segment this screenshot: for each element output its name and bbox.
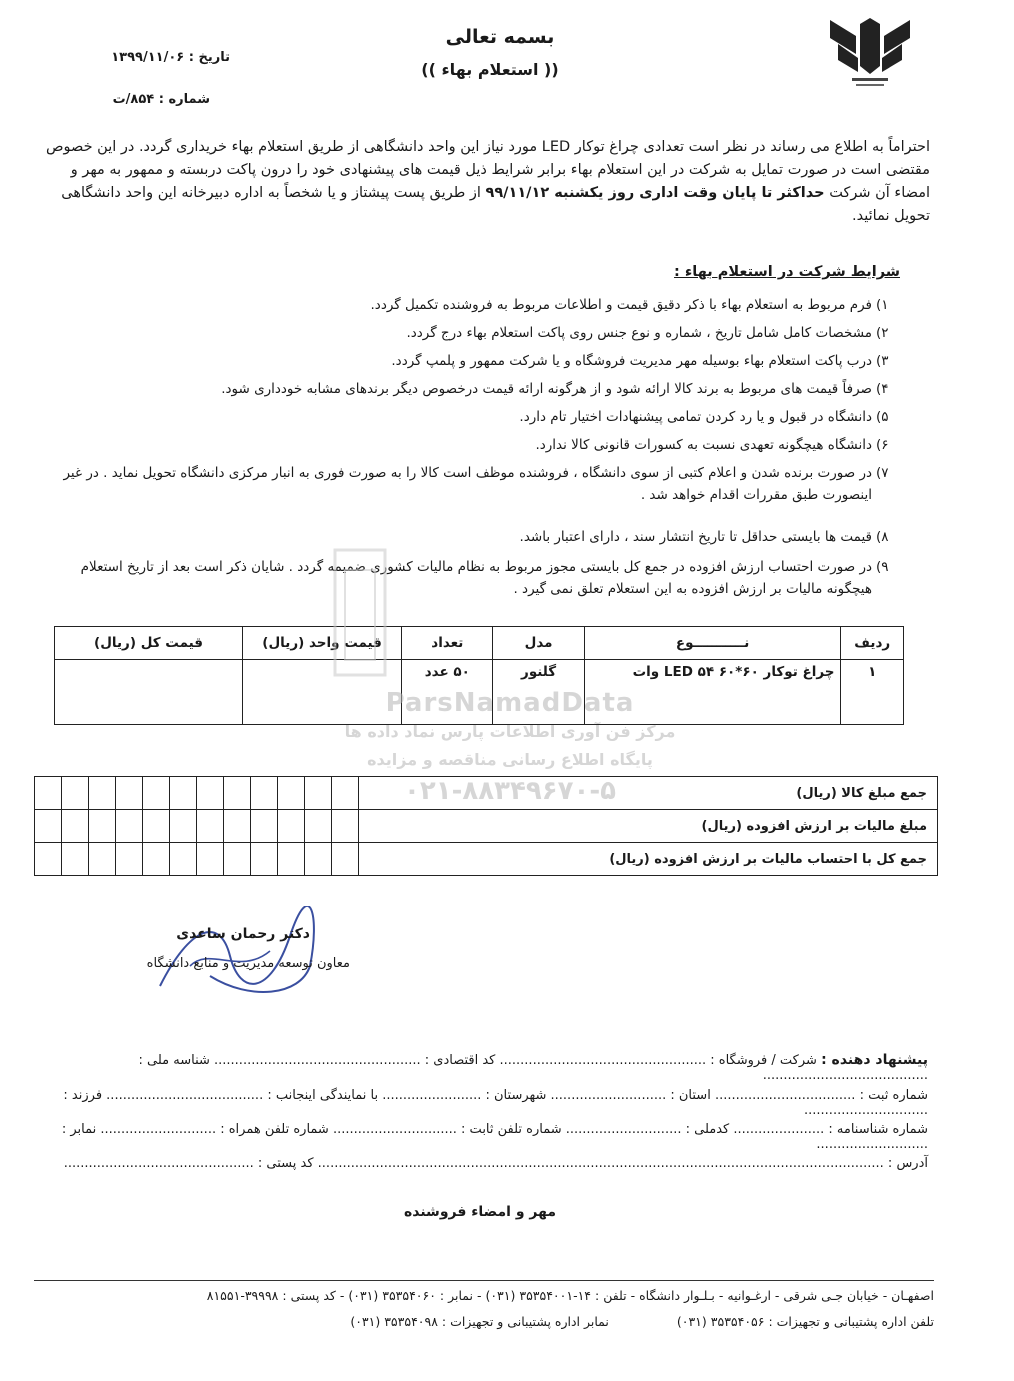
condition-number: ۴) <box>876 381 889 397</box>
condition-text: صرفاً قیمت های مربوط به برند کالا ارائه شود و از هرگونه ارائه قیمت درخصوص دیگر برندهای مشابه خودداری شود. <box>221 381 872 397</box>
conditions-title: شرایط شرکت در استعلام بهاء : <box>674 264 900 280</box>
intro-text-b: از طریق پست پیشتاز و یا شخصاً به اداره دبیرخانه این واحد دانشگاهی تحویل نمائید. <box>61 185 930 224</box>
date-label: تاریخ : <box>188 50 230 65</box>
amount-digit-cell <box>278 777 305 810</box>
condition-item <box>40 378 902 400</box>
amount-digit-cell <box>251 777 278 810</box>
footer-support-fax: نمابر اداره پشتیبانی و تجهیزات : ۳۵۳۵۴۰۹۸ (۰۳۱) <box>350 1314 609 1329</box>
cell-row: ۱ <box>841 660 904 725</box>
amount-digit-cell <box>251 843 278 876</box>
intro-paragraph <box>40 136 930 228</box>
watermark-phone: ۰۲۱-۸۸۳۴۹۶۷۰-۵ <box>403 776 616 806</box>
header-quantity: تعداد <box>402 627 493 660</box>
condition-number: ۵) <box>876 409 889 425</box>
watermark-building-icon <box>330 530 390 680</box>
condition-number: ۱) <box>876 297 889 313</box>
condition-item <box>40 322 902 344</box>
cell-model: گلنور <box>493 660 584 725</box>
amount-digit-cell <box>224 777 251 810</box>
date-line <box>50 50 230 65</box>
condition-item <box>40 350 902 372</box>
amount-digit-cell <box>197 843 224 876</box>
signatory-name: دکتر رحمان ساعدی <box>176 926 310 942</box>
seller-row-4: آدرس : ......................................................................................................................................... کد پستی : .............................................. <box>63 1156 928 1171</box>
cell-type: چراغ توکار ۶۰*۶۰ LED ۵۴ وات <box>584 660 841 725</box>
amount-digit-cell <box>62 843 89 876</box>
number-value: ۸۵۴/ت <box>112 92 155 107</box>
totals-label: جمع مبلغ کالا (ریال) <box>359 777 938 810</box>
amount-digit-cell <box>35 843 62 876</box>
amount-digit-cell <box>278 810 305 843</box>
condition-item <box>40 406 902 428</box>
header-model: مدل <box>493 627 584 660</box>
totals-label: جمع کل با احتساب مالیات بر ارزش افزوده (ریال) <box>359 843 938 876</box>
cell-quantity: ۵۰ عدد <box>402 660 493 725</box>
condition-text: مشخصات کامل شامل تاریخ ، شماره و نوع جنس روی پاکت استعلام بهاء درج گردد. <box>406 325 872 341</box>
amount-digit-cell <box>251 810 278 843</box>
amount-digit-cell <box>170 843 197 876</box>
condition-item <box>40 556 902 600</box>
condition-text: در صورت احتساب ارزش افزوده در جمع کل بایستی مجوز مربوط به نظام مالیات کشوری ضمیمه گردد . شایان ذکر است بعد از تاریخ استعلام هیچگونه مالیات بر ارزش افزوده به این استعلام تعلق نمی گیرد . <box>80 559 872 597</box>
amount-digit-cell <box>116 843 143 876</box>
amount-digit-cell <box>62 777 89 810</box>
amount-digit-cell <box>116 810 143 843</box>
date-value: ۱۳۹۹/۱۱/۰۶ <box>111 50 185 65</box>
amount-digit-cell <box>305 777 332 810</box>
header-type: نـــــــــــوع <box>584 627 841 660</box>
amount-digit-cell <box>89 777 116 810</box>
signatory-role: معاون توسعه مدیریت و منابع دانشگاه <box>146 956 350 971</box>
intro-deadline: حداکثر تا پایان وقت اداری روز یکشنبه ۹۹/۱۱/۱۲ <box>485 185 825 201</box>
header-total-price: قیمت کل (ریال) <box>55 627 243 660</box>
amount-digit-cell <box>224 843 251 876</box>
amount-digit-cell <box>305 810 332 843</box>
cell-total-price <box>55 660 243 725</box>
condition-item <box>40 294 902 316</box>
header-unit-price: قیمت واحد (ریال) <box>243 627 402 660</box>
document-subtitle: (( استعلام بهاء )) <box>421 60 559 79</box>
header-row: ردیف <box>841 627 904 660</box>
amount-digit-cell <box>278 843 305 876</box>
condition-text: در صورت برنده شدن و اعلام کتبی از سوی دانشگاه ، فروشنده موظف است کالا را به صورت فوری به انبار مرکزی دانشگاه تحویل نماید . در غیر اینصورت طبق مقررات اقدام خواهد شد . <box>63 465 872 503</box>
items-header-row <box>55 627 904 660</box>
condition-number: ۸) <box>876 529 889 545</box>
watermark-line1: مرکز فن آوری اطلاعات پارس نماد داده ها <box>344 722 676 741</box>
amount-digit-cell <box>143 810 170 843</box>
amount-digit-cell <box>224 810 251 843</box>
seller-heading: پیشنهاد دهنده : <box>821 1052 928 1068</box>
condition-number: ۳) <box>876 353 889 369</box>
amount-digit-cell <box>143 777 170 810</box>
amount-digit-cell <box>143 843 170 876</box>
footer-contacts <box>34 1314 934 1329</box>
footer-support-phone: تلفن اداره پشتیبانی و تجهیزات : ۳۵۳۵۴۰۵۶ (۰۳۱) <box>676 1314 934 1329</box>
condition-text: قیمت ها بایستی حداقل تا تاریخ انتشار سند ، دارای اعتبار باشد. <box>519 529 872 545</box>
seller-row-1 <box>40 1052 928 1083</box>
condition-number: ۶) <box>876 437 889 453</box>
condition-text: دانشگاه هیچگونه تعهدی نسبت به کسورات قانونی کالا ندارد. <box>535 437 872 453</box>
number-line <box>50 92 210 107</box>
intro-text-a: احتراماً به اطلاع می رساند در نظر است تعدادی چراغ توکار LED مورد نیاز این واحد دانشگاهی از طریق استعلام بهاء خریداری گردد. در این خصوص مقتضی است در صورت تمایل به شرکت در این استعلام بهاء برابر شرایط ذیل قیمت های پیشنهادی خود را درون پاکت دربسته و ممهور به مهر و امضاء آن شرکت <box>46 139 930 201</box>
condition-text: دانشگاه در قبول و یا رد کردن تمامی پیشنهادات اختیار تام دارد. <box>519 409 872 425</box>
amount-digit-cell <box>62 810 89 843</box>
watermark-line2: پایگاه اطلاع رسانی مناقصه و مزایده <box>367 750 653 769</box>
watermark <box>330 688 690 870</box>
university-logo <box>826 14 914 96</box>
condition-text: فرم مربوط به استعلام بهاء با ذکر دقیق قیمت و اطلاعات مربوط به فروشنده تکمیل گردد. <box>370 297 872 313</box>
amount-digit-cell <box>197 810 224 843</box>
seller-stamp-label: مهر و امضاء فروشنده <box>403 1204 557 1220</box>
amount-digit-cell <box>35 810 62 843</box>
amount-digit-cell <box>89 843 116 876</box>
amount-digit-cell <box>89 810 116 843</box>
number-label: شماره : <box>158 92 210 107</box>
amount-digit-cell <box>116 777 143 810</box>
amount-digit-cell <box>305 843 332 876</box>
watermark-brand: ParsNamadData <box>385 688 635 718</box>
amount-digit-cell <box>35 777 62 810</box>
footer-divider <box>34 1280 934 1281</box>
seller-row-2: شماره ثبت : .................................. استان : ............................ شهرستان : ........................ با نمایندگی اینجانب : ...................................... فرزند : .............................. <box>63 1088 928 1118</box>
condition-item <box>40 434 902 456</box>
amount-digit-cell <box>197 777 224 810</box>
condition-number: ۲) <box>876 325 889 341</box>
document-title: بسمه تعالی <box>445 26 555 48</box>
seller-company-line: شرکت / فروشگاه : .................................................. کد اقتصادی : .................................................. شناسه ملی : ........................................ <box>138 1053 928 1083</box>
totals-label: مبلغ مالیات بر ارزش افزوده (ریال) <box>359 810 938 843</box>
condition-number: ۹) <box>876 559 889 575</box>
seller-row-3: شماره شناسنامه : ...................... کدملی : ............................ شماره تلفن ثابت : .............................. شماره تلفن همراه : ............................ نمابر : ........................... <box>61 1122 928 1152</box>
condition-item <box>40 462 902 506</box>
condition-text: درب پاکت استعلام بهاء بوسیله مهر مدیریت فروشگاه و یا شرکت ممهور و پلمپ گردد. <box>391 353 872 369</box>
condition-number: ۷) <box>876 465 889 481</box>
condition-item <box>40 526 902 548</box>
footer-address: اصفهـان - خیابان جـی شرقی - ارغـوانیه - بـلـوار دانشگاه - تلفن : ۱۴-۳۵۳۵۴۰۰۱ (۰۳۱) - نمابر : ۳۵۳۵۴۰۶۰ (۰۳۱) - کد پستی : ۳۹۹۹۸-۸۱۵۵۱ <box>206 1288 934 1303</box>
amount-digit-cell <box>170 777 197 810</box>
amount-digit-cell <box>170 810 197 843</box>
